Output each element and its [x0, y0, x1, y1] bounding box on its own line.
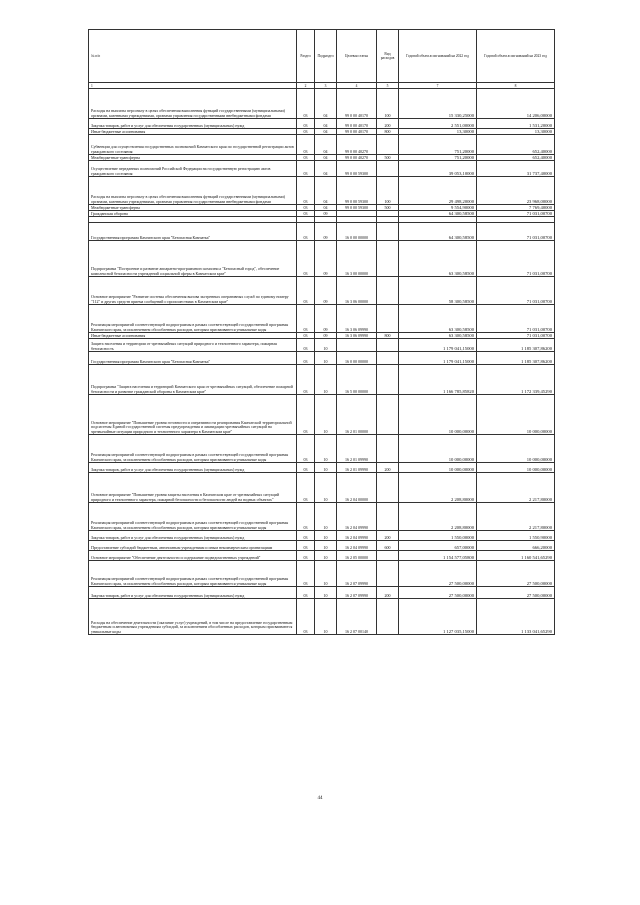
- row-name: Предоставление субсидий бюджетным, автономным учреждениям и иным некоммерческим организациям: [89, 541, 297, 551]
- row-name: Закупка товаров, работ и услуг для обеспечения государственных (муниципальных) нужд: [89, 587, 297, 599]
- row-section: 03: [297, 205, 315, 211]
- row-expense-type: [377, 161, 399, 177]
- row-expense-type: 200: [377, 587, 399, 599]
- table-row: [89, 587, 555, 599]
- row-amount-2022: 27 500,00000: [399, 587, 477, 599]
- row-section: 03: [297, 333, 315, 339]
- row-amount-2023: 2 217,80000: [477, 503, 555, 531]
- row-section: 03: [297, 211, 315, 217]
- table-row: [89, 473, 555, 503]
- row-amount-2022: 10 000,00000: [399, 435, 477, 463]
- row-subsection: 04: [315, 135, 337, 155]
- header-amount-2023: Годовой объем ассигнований на 2023 год: [477, 30, 555, 83]
- row-section: 03: [297, 473, 315, 503]
- table-row: [89, 352, 555, 365]
- table-header-row: [89, 30, 555, 83]
- row-amount-2023: 71 031,00700: [477, 223, 555, 241]
- row-name: Основное мероприятие "Повышение уровня защиты населения в Камчатском крае от чрезвычайных ситуаций природного и техногенного характера, пожарной безопасности и безопасности людей на водных объектах": [89, 473, 297, 503]
- row-expense-type: 200: [377, 463, 399, 473]
- header-expense-type: Вид расходов: [377, 30, 399, 83]
- header-name: № п/п: [89, 30, 297, 83]
- row-target-article: 16 2 04 09990: [337, 503, 377, 531]
- row-subsection: 04: [315, 205, 337, 211]
- table-row: [89, 395, 555, 435]
- row-name: Расходы на выплаты персоналу в целях обеспечения выполнения функций государственными (муниципальными) органами, казенными учреждениями, органами управления государственными внебюджетными фондами: [89, 89, 297, 119]
- row-name: Основное мероприятие "Повышение уровня готовности и оперативности реагирования Камчатской территориальной подсистемы Единой государственной системы предупреждения и ликвидации чрезвычайных ситуаций на чрезвычайные ситуации природного и техногенного характера в Камчатском крае": [89, 395, 297, 435]
- row-expense-type: 800: [377, 129, 399, 135]
- table-row: [89, 561, 555, 587]
- row-target-article: [337, 339, 377, 352]
- row-section: 03: [297, 241, 315, 277]
- row-amount-2023: 1 172 339,45290: [477, 365, 555, 395]
- row-amount-2022: 58 300,58500: [399, 277, 477, 305]
- row-target-article: 99 0 00 40270: [337, 155, 377, 161]
- row-expense-type: [377, 599, 399, 635]
- table-row: [89, 551, 555, 561]
- row-subsection: 10: [315, 435, 337, 463]
- row-amount-2023: 27 500,00000: [477, 587, 555, 599]
- row-expense-type: 600: [377, 541, 399, 551]
- row-amount-2022: 1 550,00000: [399, 531, 477, 541]
- row-expense-type: 200: [377, 531, 399, 541]
- row-expense-type: [377, 551, 399, 561]
- row-expense-type: [377, 352, 399, 365]
- row-name: Межбюджетные трансферты: [89, 155, 297, 161]
- row-subsection: 04: [315, 161, 337, 177]
- row-target-article: 16 2 05 00000: [337, 551, 377, 561]
- row-section: 03: [297, 305, 315, 333]
- row-subsection: 09: [315, 211, 337, 217]
- row-section: 03: [297, 89, 315, 119]
- row-amount-2022: 1 179 041,15000: [399, 352, 477, 365]
- row-expense-type: [377, 135, 399, 155]
- row-amount-2022: 657,00000: [399, 541, 477, 551]
- row-amount-2023: 10 000,00000: [477, 395, 555, 435]
- row-subsection: 04: [315, 155, 337, 161]
- row-target-article: 16 2 01 09990: [337, 435, 377, 463]
- row-amount-2022: 39 053,10000: [399, 161, 477, 177]
- row-section: 03: [297, 531, 315, 541]
- row-name: Реализация мероприятий соответствующей подпрограммы в рамках соответствующей государственной программы Камчатского края, за исключением обособленных расходов, которым присваиваются уникальные коды: [89, 305, 297, 333]
- header-subsection: Подраздел: [315, 30, 337, 83]
- row-target-article: 99 0 00 40170: [337, 119, 377, 129]
- row-target-article: 16 2 01 00000: [337, 395, 377, 435]
- table-row: [89, 541, 555, 551]
- row-target-article: 16 0 00 00000: [337, 223, 377, 241]
- row-expense-type: 200: [377, 119, 399, 129]
- row-name: Закупка товаров, работ и услуг для обеспечения государственных (муниципальных) нужд: [89, 463, 297, 473]
- row-section: 03: [297, 365, 315, 395]
- row-name: Осуществление переданных полномочий Российской Федерации на государственную регистрацию актов гражданского состояния: [89, 161, 297, 177]
- row-section: 03: [297, 395, 315, 435]
- row-expense-type: [377, 473, 399, 503]
- table-row: [89, 177, 555, 205]
- row-expense-type: [377, 561, 399, 587]
- row-amount-2022: 1 154 577,05800: [399, 551, 477, 561]
- row-subsection: 10: [315, 473, 337, 503]
- row-amount-2022: 64 300,58500: [399, 211, 477, 217]
- table-row: [89, 135, 555, 155]
- row-subsection: 10: [315, 531, 337, 541]
- row-subsection: 09: [315, 333, 337, 339]
- row-target-article: 16 5 00 00000: [337, 365, 377, 395]
- row-section: 03: [297, 463, 315, 473]
- table-row: [89, 223, 555, 241]
- budget-sheet: [88, 29, 554, 635]
- row-target-article: 16 2 07 00140: [337, 599, 377, 635]
- row-amount-2023: 10 000,00000: [477, 463, 555, 473]
- row-amount-2022: 10 000,00000: [399, 463, 477, 473]
- row-subsection: 04: [315, 89, 337, 119]
- row-amount-2022: 1 166 785,85820: [399, 365, 477, 395]
- row-target-article: 16 3 06 00000: [337, 277, 377, 305]
- row-expense-type: [377, 395, 399, 435]
- row-target-article: 99 0 00 59300: [337, 205, 377, 211]
- row-target-article: 16 0 00 00000: [337, 352, 377, 365]
- row-section: 03: [297, 561, 315, 587]
- row-section: 03: [297, 161, 315, 177]
- row-expense-type: [377, 241, 399, 277]
- row-amount-2022: 63 300,58500: [399, 305, 477, 333]
- row-subsection: 09: [315, 277, 337, 305]
- row-target-article: 99 0 00 40170: [337, 89, 377, 119]
- row-subsection: 10: [315, 463, 337, 473]
- row-name: Основное мероприятие "Развитие системы обеспечения вызова экстренных оперативных служб по единому номеру "112" и других средств приема сообщений о происшествиях в Камчатском крае": [89, 277, 297, 305]
- row-expense-type: 500: [377, 205, 399, 211]
- row-expense-type: [377, 365, 399, 395]
- row-name: Гражданская оборона: [89, 211, 297, 217]
- row-subsection: 09: [315, 223, 337, 241]
- row-amount-2023: 14 206,00000: [477, 89, 555, 119]
- row-amount-2023: 652,40000: [477, 155, 555, 161]
- row-amount-2023: 23 968,00000: [477, 177, 555, 205]
- row-expense-type: [377, 277, 399, 305]
- row-name: Государственная программа Камчатского края "Безопасная Камчатка": [89, 223, 297, 241]
- row-amount-2023: 10 000,00000: [477, 435, 555, 463]
- table-row: [89, 89, 555, 119]
- row-amount-2023: 27 500,00000: [477, 561, 555, 587]
- row-name: Реализация мероприятий соответствующей подпрограммы в рамках соответствующей государственной программы Камчатского края, за исключением обособленных расходов, которым присваиваются уникальные коды: [89, 435, 297, 463]
- row-section: 03: [297, 129, 315, 135]
- row-amount-2022: 2 551,00000: [399, 119, 477, 129]
- row-amount-2022: 1 127 035,15000: [399, 599, 477, 635]
- row-target-article: 16 3 00 00000: [337, 241, 377, 277]
- row-section: 03: [297, 599, 315, 635]
- row-expense-type: [377, 305, 399, 333]
- header-amount-2022: Годовой объем ассигнований на 2022 год: [399, 30, 477, 83]
- row-amount-2022: 27 500,00000: [399, 561, 477, 587]
- table-row: [89, 119, 555, 129]
- row-subsection: 10: [315, 339, 337, 352]
- row-amount-2022: 63 300,58500: [399, 241, 477, 277]
- row-name: Реализация мероприятий соответствующей подпрограммы в рамках соответствующей государственной программы Камчатского края, за исключением обособленных расходов, которым присваиваются уникальные коды: [89, 503, 297, 531]
- row-target-article: 99 0 00 40270: [337, 135, 377, 155]
- row-expense-type: 100: [377, 177, 399, 205]
- row-amount-2022: 29 498,20000: [399, 177, 477, 205]
- row-target-article: 16 2 01 09990: [337, 463, 377, 473]
- header-section: Раздел: [297, 30, 315, 83]
- column-number: 4: [337, 83, 377, 89]
- column-number: 8: [477, 83, 555, 89]
- row-amount-2023: 1 160 541,65290: [477, 551, 555, 561]
- row-subsection: 09: [315, 241, 337, 277]
- row-amount-2022: 64 300,58500: [399, 223, 477, 241]
- row-section: 03: [297, 339, 315, 352]
- row-expense-type: 500: [377, 155, 399, 161]
- row-name: Иные бюджетные ассигнования: [89, 129, 297, 135]
- row-subsection: 04: [315, 119, 337, 129]
- row-amount-2023: 2 217,80000: [477, 473, 555, 503]
- row-name: Подпрограмма "Построение и развитие аппаратно-программного комплекса "Безопасный город", обеспечение комплексной безопасности учреждений социальной сферы в Камчатском крае": [89, 241, 297, 277]
- row-section: 03: [297, 503, 315, 531]
- row-target-article: 16 3 06 09990: [337, 305, 377, 333]
- table-row: [89, 531, 555, 541]
- row-target-article: 16 2 07 09990: [337, 561, 377, 587]
- row-subsection: 10: [315, 561, 337, 587]
- row-subsection: 10: [315, 587, 337, 599]
- row-expense-type: 100: [377, 89, 399, 119]
- table-row: [89, 463, 555, 473]
- row-section: 03: [297, 135, 315, 155]
- table-row: [89, 305, 555, 333]
- row-amount-2022: 15 330,25000: [399, 89, 477, 119]
- row-amount-2022: 2 208,80000: [399, 473, 477, 503]
- row-name: Закупка товаров, работ и услуг для обеспечения государственных (муниципальных) нужд: [89, 531, 297, 541]
- row-target-article: 16 2 07 09990: [337, 587, 377, 599]
- row-subsection: 10: [315, 503, 337, 531]
- row-amount-2022: 13,30000: [399, 129, 477, 135]
- table-body: [89, 83, 555, 635]
- row-target-article: 16 2 04 09990: [337, 541, 377, 551]
- budget-table: [88, 29, 555, 635]
- column-number: 7: [399, 83, 477, 89]
- row-section: 03: [297, 352, 315, 365]
- row-name: Субвенции для осуществления государственных полномочий Камчатского края по государственной регистрации актов гражданского состояния: [89, 135, 297, 155]
- row-amount-2023: 1 185 307,86200: [477, 352, 555, 365]
- column-number: 5: [377, 83, 399, 89]
- table-row: [89, 599, 555, 635]
- row-name: Защита населения и территории от чрезвычайных ситуаций природного и техногенного характера, пожарная безопасность: [89, 339, 297, 352]
- table-row: [89, 241, 555, 277]
- row-amount-2023: 71 031,00700: [477, 333, 555, 339]
- row-subsection: 09: [315, 305, 337, 333]
- row-expense-type: [377, 339, 399, 352]
- row-name: Расходы на обеспечение деятельности (оказание услуг) учреждений, в том числе на предоставление государственным бюджетным и автономным учреждениям субсидий, за исключением обособленных расходов, которым присваиваются уникальные коды: [89, 599, 297, 635]
- row-target-article: 99 0 00 40170: [337, 129, 377, 135]
- row-amount-2022: 9 554,90000: [399, 205, 477, 211]
- row-name: Реализация мероприятий соответствующей подпрограммы в рамках соответствующей государственной программы Камчатского края, за исключением обособленных расходов, которым присваиваются уникальные коды: [89, 561, 297, 587]
- row-name: Государственная программа Камчатского края "Безопасная Камчатка": [89, 352, 297, 365]
- row-target-article: 99 0 00 59300: [337, 177, 377, 205]
- row-target-article: 16 3 06 09990: [337, 333, 377, 339]
- row-amount-2022: 10 000,00000: [399, 395, 477, 435]
- row-amount-2023: 1 133 041,65290: [477, 599, 555, 635]
- row-name: Расходы на выплаты персоналу в целях обеспечения выполнения функций государственными (муниципальными) органами, казенными учреждениями, органами управления государственными внебюджетными фондами: [89, 177, 297, 205]
- row-expense-type: [377, 435, 399, 463]
- table-row: [89, 435, 555, 463]
- row-amount-2023: 1 185 307,86200: [477, 339, 555, 352]
- row-section: 03: [297, 587, 315, 599]
- row-amount-2023: 7 769,40000: [477, 205, 555, 211]
- row-section: 03: [297, 541, 315, 551]
- row-subsection: 10: [315, 395, 337, 435]
- row-name: Межбюджетные трансферты: [89, 205, 297, 211]
- row-name: Подпрограмма "Защита населения и территорий Камчатского края от чрезвычайных ситуаций, обеспечение пожарной безопасности и развитие гражданской обороны в Камчатском крае": [89, 365, 297, 395]
- row-amount-2022: 751,20000: [399, 135, 477, 155]
- row-section: 03: [297, 223, 315, 241]
- row-name: Иные бюджетные ассигнования: [89, 333, 297, 339]
- row-amount-2023: 31 737,40000: [477, 161, 555, 177]
- row-subsection: 04: [315, 177, 337, 205]
- row-amount-2023: 666,20000: [477, 541, 555, 551]
- column-number: 2: [297, 83, 315, 89]
- row-expense-type: 800: [377, 333, 399, 339]
- row-section: 03: [297, 435, 315, 463]
- row-amount-2023: 71 031,00700: [477, 277, 555, 305]
- row-amount-2023: 71 031,00700: [477, 211, 555, 217]
- row-amount-2022: 1 179 041,15000: [399, 339, 477, 352]
- row-amount-2022: 63 300,58500: [399, 333, 477, 339]
- row-amount-2023: 13,30000: [477, 129, 555, 135]
- row-expense-type: [377, 503, 399, 531]
- row-section: 03: [297, 277, 315, 305]
- row-subsection: 10: [315, 541, 337, 551]
- row-section: 03: [297, 551, 315, 561]
- row-section: 03: [297, 177, 315, 205]
- table-row: [89, 365, 555, 395]
- table-row: [89, 503, 555, 531]
- row-amount-2023: 71 031,00700: [477, 241, 555, 277]
- row-amount-2022: 751,20000: [399, 155, 477, 161]
- column-number: 1: [89, 83, 297, 89]
- row-name: Закупка товаров, работ и услуг для обеспечения государственных (муниципальных) нужд: [89, 119, 297, 129]
- table-row: [89, 339, 555, 352]
- row-amount-2023: 652,40000: [477, 135, 555, 155]
- row-subsection: 10: [315, 365, 337, 395]
- column-number: 3: [315, 83, 337, 89]
- row-target-article: 16 2 04 00000: [337, 473, 377, 503]
- row-section: 03: [297, 119, 315, 129]
- row-subsection: 10: [315, 599, 337, 635]
- row-amount-2023: 71 031,00700: [477, 305, 555, 333]
- row-subsection: 04: [315, 129, 337, 135]
- row-target-article: 99 0 00 59300: [337, 161, 377, 177]
- row-subsection: 10: [315, 551, 337, 561]
- page-number: 44: [317, 796, 323, 801]
- row-expense-type: [377, 223, 399, 241]
- row-section: 03: [297, 155, 315, 161]
- row-amount-2022: 2 208,80000: [399, 503, 477, 531]
- header-target-article: Целевая статья: [337, 30, 377, 83]
- row-name: Основное мероприятие "Обеспечение деятельности и содержание подведомственных учреждений": [89, 551, 297, 561]
- row-amount-2023: 1 550,90000: [477, 531, 555, 541]
- row-amount-2023: 1 531,20000: [477, 119, 555, 129]
- row-subsection: 10: [315, 352, 337, 365]
- table-row: [89, 161, 555, 177]
- row-target-article: 16 2 04 09990: [337, 531, 377, 541]
- table-row: [89, 277, 555, 305]
